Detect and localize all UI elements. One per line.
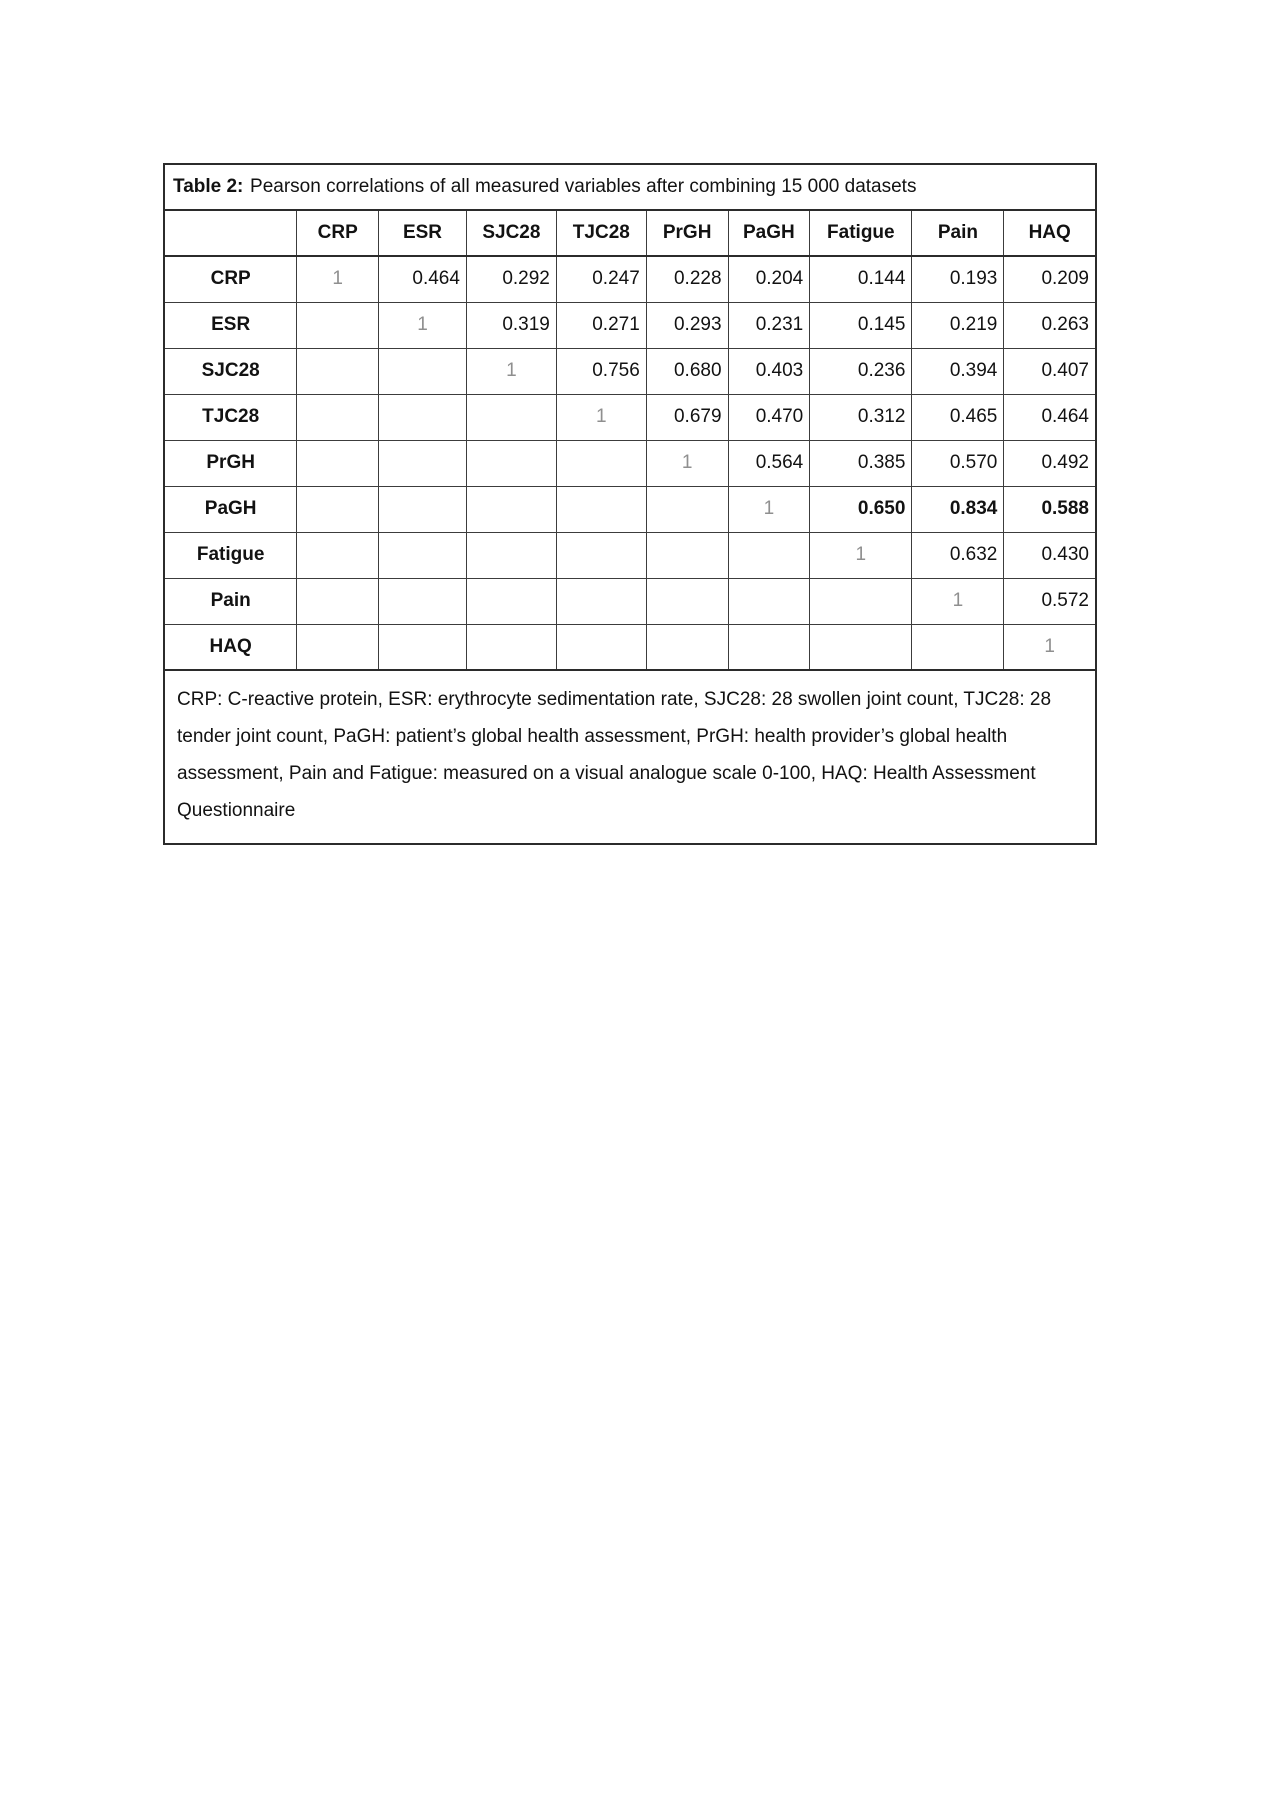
row-header-prgh: PrGH <box>164 440 297 486</box>
correlation-cell-sjc28-pagh: 0.403 <box>728 348 810 394</box>
table-row-pagh <box>164 486 1096 532</box>
column-header-fatigue: Fatigue <box>810 210 912 256</box>
column-header-pagh: PaGH <box>728 210 810 256</box>
correlation-cell-sjc28-fatigue: 0.236 <box>810 348 912 394</box>
column-header-crp: CRP <box>297 210 379 256</box>
correlation-cell-prgh-esr <box>379 440 467 486</box>
correlation-cell-crp-haq: 0.209 <box>1004 256 1096 302</box>
row-header-sjc28: SJC28 <box>164 348 297 394</box>
table-row-crp <box>164 256 1096 302</box>
footnote-row <box>164 670 1096 844</box>
correlation-cell-pagh-tjc28 <box>556 486 646 532</box>
table-row-fatigue <box>164 532 1096 578</box>
table-title-text: Pearson correlations of all measured variables after combining 15 000 datasets <box>250 176 917 197</box>
correlation-cell-esr-haq: 0.263 <box>1004 302 1096 348</box>
correlation-cell-esr-fatigue: 0.145 <box>810 302 912 348</box>
correlation-cell-fatigue-pain: 0.632 <box>912 532 1004 578</box>
correlation-cell-pain-prgh <box>646 578 728 624</box>
correlation-cell-crp-pain: 0.193 <box>912 256 1004 302</box>
correlation-cell-tjc28-fatigue: 0.312 <box>810 394 912 440</box>
row-header-tjc28: TJC28 <box>164 394 297 440</box>
correlation-cell-pagh-prgh <box>646 486 728 532</box>
correlation-cell-crp-crp: 1 <box>297 256 379 302</box>
correlation-cell-pain-tjc28 <box>556 578 646 624</box>
table-row-pain <box>164 578 1096 624</box>
table-footnote: CRP: C-reactive protein, ESR: erythrocyte sedimentation rate, SJC28: 28 swollen joint count, TJC28: 28 tender joint count, PaGH: patient’s global health assessment, PrGH: health provider’s global health assessment, Pain and Fatigue: measured on a visual analogue scale 0-100, HAQ: Health Assessment Questionnaire <box>164 670 1096 844</box>
correlation-cell-fatigue-crp <box>297 532 379 578</box>
correlation-cell-crp-pagh: 0.204 <box>728 256 810 302</box>
correlation-cell-pagh-pain: 0.834 <box>912 486 1004 532</box>
correlation-cell-esr-sjc28: 0.319 <box>466 302 556 348</box>
table-row-prgh <box>164 440 1096 486</box>
correlation-cell-pagh-sjc28 <box>466 486 556 532</box>
correlation-cell-pain-haq: 0.572 <box>1004 578 1096 624</box>
correlation-cell-pagh-fatigue: 0.650 <box>810 486 912 532</box>
correlation-cell-fatigue-fatigue: 1 <box>810 532 912 578</box>
correlation-cell-prgh-sjc28 <box>466 440 556 486</box>
column-header-row <box>164 210 1096 256</box>
correlation-cell-esr-crp <box>297 302 379 348</box>
correlation-cell-sjc28-crp <box>297 348 379 394</box>
correlation-cell-pain-pain: 1 <box>912 578 1004 624</box>
correlation-cell-pain-crp <box>297 578 379 624</box>
correlation-cell-esr-pagh: 0.231 <box>728 302 810 348</box>
correlation-cell-pain-esr <box>379 578 467 624</box>
correlation-cell-pagh-pagh: 1 <box>728 486 810 532</box>
correlation-cell-esr-pain: 0.219 <box>912 302 1004 348</box>
correlation-cell-crp-sjc28: 0.292 <box>466 256 556 302</box>
correlation-cell-crp-esr: 0.464 <box>379 256 467 302</box>
column-header-tjc28: TJC28 <box>556 210 646 256</box>
table-title <box>164 164 1096 210</box>
correlation-cell-tjc28-esr <box>379 394 467 440</box>
correlation-cell-esr-tjc28: 0.271 <box>556 302 646 348</box>
table-row-esr <box>164 302 1096 348</box>
correlation-cell-crp-prgh: 0.228 <box>646 256 728 302</box>
row-header-pain: Pain <box>164 578 297 624</box>
correlation-cell-tjc28-crp <box>297 394 379 440</box>
correlation-cell-crp-tjc28: 0.247 <box>556 256 646 302</box>
correlation-cell-fatigue-haq: 0.430 <box>1004 532 1096 578</box>
table-title-row <box>164 164 1096 210</box>
correlation-cell-haq-tjc28 <box>556 624 646 670</box>
correlation-cell-pain-fatigue <box>810 578 912 624</box>
correlation-cell-haq-sjc28 <box>466 624 556 670</box>
column-header-esr: ESR <box>379 210 467 256</box>
column-header-prgh: PrGH <box>646 210 728 256</box>
correlation-cell-sjc28-tjc28: 0.756 <box>556 348 646 394</box>
correlation-cell-sjc28-prgh: 0.680 <box>646 348 728 394</box>
correlation-cell-fatigue-pagh <box>728 532 810 578</box>
correlation-cell-esr-prgh: 0.293 <box>646 302 728 348</box>
row-header-esr: ESR <box>164 302 297 348</box>
correlation-cell-prgh-fatigue: 0.385 <box>810 440 912 486</box>
table-title-label: Table 2: <box>173 176 244 197</box>
correlation-cell-prgh-tjc28 <box>556 440 646 486</box>
correlation-cell-tjc28-sjc28 <box>466 394 556 440</box>
table-row-tjc28 <box>164 394 1096 440</box>
correlation-cell-haq-pain <box>912 624 1004 670</box>
correlation-cell-haq-esr <box>379 624 467 670</box>
correlation-cell-sjc28-esr <box>379 348 467 394</box>
corner-cell <box>164 210 297 256</box>
correlation-cell-tjc28-tjc28: 1 <box>556 394 646 440</box>
correlation-cell-prgh-pagh: 0.564 <box>728 440 810 486</box>
row-header-pagh: PaGH <box>164 486 297 532</box>
correlation-cell-sjc28-pain: 0.394 <box>912 348 1004 394</box>
correlation-cell-pagh-crp <box>297 486 379 532</box>
correlation-cell-pain-pagh <box>728 578 810 624</box>
column-header-sjc28: SJC28 <box>466 210 556 256</box>
correlation-cell-tjc28-pagh: 0.470 <box>728 394 810 440</box>
row-header-haq: HAQ <box>164 624 297 670</box>
correlation-cell-pagh-esr <box>379 486 467 532</box>
correlation-cell-tjc28-pain: 0.465 <box>912 394 1004 440</box>
correlation-cell-prgh-crp <box>297 440 379 486</box>
column-header-haq: HAQ <box>1004 210 1096 256</box>
correlation-cell-sjc28-sjc28: 1 <box>466 348 556 394</box>
correlation-cell-pagh-haq: 0.588 <box>1004 486 1096 532</box>
table-row-haq <box>164 624 1096 670</box>
correlation-cell-crp-fatigue: 0.144 <box>810 256 912 302</box>
correlation-cell-haq-haq: 1 <box>1004 624 1096 670</box>
correlation-cell-prgh-prgh: 1 <box>646 440 728 486</box>
correlation-cell-haq-prgh <box>646 624 728 670</box>
correlation-cell-fatigue-sjc28 <box>466 532 556 578</box>
correlation-cell-sjc28-haq: 0.407 <box>1004 348 1096 394</box>
correlation-cell-prgh-pain: 0.570 <box>912 440 1004 486</box>
correlation-table <box>163 163 1097 845</box>
correlation-cell-tjc28-haq: 0.464 <box>1004 394 1096 440</box>
correlation-cell-haq-crp <box>297 624 379 670</box>
correlation-cell-tjc28-prgh: 0.679 <box>646 394 728 440</box>
correlation-cell-esr-esr: 1 <box>379 302 467 348</box>
table-row-sjc28 <box>164 348 1096 394</box>
correlation-cell-haq-pagh <box>728 624 810 670</box>
row-header-fatigue: Fatigue <box>164 532 297 578</box>
correlation-cell-haq-fatigue <box>810 624 912 670</box>
table-2 <box>163 163 1097 845</box>
correlation-cell-fatigue-prgh <box>646 532 728 578</box>
correlation-cell-prgh-haq: 0.492 <box>1004 440 1096 486</box>
correlation-cell-fatigue-tjc28 <box>556 532 646 578</box>
correlation-cell-fatigue-esr <box>379 532 467 578</box>
row-header-crp: CRP <box>164 256 297 302</box>
column-header-pain: Pain <box>912 210 1004 256</box>
correlation-cell-pain-sjc28 <box>466 578 556 624</box>
